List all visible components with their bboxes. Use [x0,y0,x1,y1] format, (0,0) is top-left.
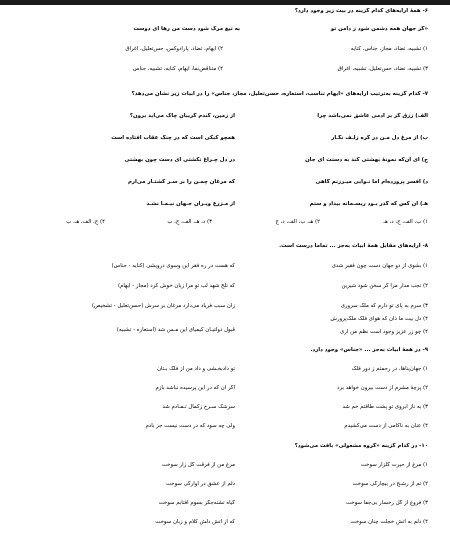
q7-item-3-right: ج) ای آن‌که نمونهٔ بهشتی کند به دستت ای جان [305,157,428,163]
q6-verse-right: «گر جهان همه دشمن شود ز دامن تو [330,26,428,32]
q7-item-2-left: همچو کبکی است که در چنگ عقاب افتاده است [111,135,235,141]
q7-item-4-left: که مرغان چمـن را بر سـر گشتـار می‌آرم [127,179,235,185]
q10-option-3-left: گیاه تشنه‌جگر بسوم آفتابم سوخت [158,500,235,506]
q7-option-3[interactable]: ۳) د، هـ، الف، ج، ب [167,219,212,225]
q10-option-4-right[interactable]: ۴) دلم به آتش خجلت چنان سوخت [350,519,428,525]
q6-verse-left: به تیغ مرگ شود دست من رها ای دوست [133,26,240,32]
q9-option-1-left: تو دادبخـشی و داد من از فلک بـتان [157,366,235,372]
q7-option-2[interactable]: ۲) هـ، ب، الف، د، ج [275,219,320,225]
q9-option-3-left: سرشک سـرخ زکمال تـمـادم شد [162,404,235,410]
q8-option-2-right[interactable]: ۲) نجب مدار مرا گر سخن شود شیرین [341,283,428,289]
q7-item-3-left: در دل چـراغ نکشتی ای دست چون بهشتی [124,157,235,163]
q7-item-1-left: از زمین، گندم گریبان چاک می‌آید برون؟ [129,113,235,119]
q8-option-3-right[interactable]: ۳) سرم به پای تو دارم که ملک سروری [340,303,428,309]
q8-option-4-right[interactable]: ۴) چو زر عزیز وجود است نظم من آری [340,329,428,335]
q6-option-2[interactable]: ۲) ایهام، تضاد، پارادوکس، حس‌تعلیل، اغراق [125,46,223,52]
q7-item-1-right: الف) ززق گر بر آدمی عاشق نمی‌باشد چرا [317,113,428,119]
q10-option-2-left: دلم از عشق در آوارگی سوخت [165,481,235,487]
q7-item-2-right: ب) از مرغ دل مـن در گره زلـف نگـار [331,135,428,141]
q10-title: ۱۰- در کدام گزینه «گروه مشعولی» بافت می‌شود؟ [294,443,428,449]
q8-option-3b-right: ۴) دل بیت ما ذان که هوای فلک ملک‌پرورش [330,316,428,322]
q7-item-5-right: هـ) آن کس که گذر بـود ریسـمانه بیداد و ستم [309,201,428,207]
q8-option-1-left: که هست در ره فقر این وسوی درویشی (کنایه - جناس) [111,263,235,269]
q9-option-4-left: ولی چه سود که در دست نیست جز بادم [145,423,235,429]
q7-title: ۷- کدام گزینه به‌ترتیب آرایه‌های «ایهام تناسب، استعاره، حسن‌تعلیل، مجاز، جناس» را در ابیات زیر نشان می‌دهد؟ [131,91,428,97]
q10-option-2-right[interactable]: ۲) تم از رشـح در بیچارگی سوخت [352,481,428,487]
q6-title: ۶- همهٔ آرایه‌های کدام گزینه در بیت زیر وجود دارد؟ [294,8,428,14]
q10-option-1-right[interactable]: ۱) مرغ از حیرت گلزار سوخت [360,462,428,468]
q9-option-4-right[interactable]: ۴) عنان به ناکامی از دست می‌کشیدم [344,423,428,429]
q7-item-5-left: از مـزرع ویـران جـهان نیـمـا نشـد [146,201,235,207]
q10-option-1-left: مرغ من از فرقت گل زار سوخت [161,462,235,468]
q7-option-1[interactable]: ۱) ب، الف، ج، د، هـ [383,219,428,225]
q10-option-3-right[interactable]: ۳) فروغ از گل رخسار بی‌جفا سوخت [345,500,428,506]
exam-page [0,5,450,540]
q8-option-2-left: که تلخ شهد لب تو مرا زبان خوش کرد (مجاز - ایهام) [117,283,235,289]
q7-item-4-right: د) افسر پرورده‌ام اما نـوایی میـرزنم گاهی [315,179,428,185]
q9-option-2-left: اگر آن که در این پرسیده نباشد بازم [155,385,235,391]
q9-option-2-right[interactable]: ۲) پرچهٔ مشرم از دست بیرون خواهد برد [337,385,428,391]
q6-option-4[interactable]: ۴) متناقض‌نما، ایهام، کنایه، تشبیه، جناس [132,66,223,72]
q9-option-3-right[interactable]: ۳) به ناز ابروی تو پشت طاقتم خم شد [342,404,428,410]
q7-option-4[interactable]: ۴) ج، الف، هـ، ب [66,219,105,225]
q10-option-4-left: که از آتش دلش کلام و زبان سوخت [155,519,235,525]
q8-option-1-right[interactable]: ۱) بشوی از دو جهان دست چون فقیر شدی [331,263,428,269]
q6-option-1[interactable]: ۱) تشبیه، تضاد، مجاز، جناس، کنایه [350,46,428,52]
q8-title: ۸- آرایه‌های مقابل همهٔ ابیات به‌جز ... تماماً درست است. [279,243,428,249]
q6-option-3[interactable]: ۳) تشبیه، تضاد، حس‌تعلیل، تشبیه، اغراق [337,66,428,72]
q8-option-3-left: زان سبب فریاد می‌دارد مرغان بر سرش (حسن‌تعلیل - تشخیص) [91,303,235,309]
q9-option-1-right[interactable]: ۱) جهان‌پناها، در رحمتم ز دور فلک [351,366,428,372]
q8-option-4-left: قبول دولتیـان کیمیای این مـس شد (استعاره - تشبیه) [116,327,235,333]
q9-title: ۹- در همهٔ ابیات به‌جز ... «جناس» وجود دارد. [310,347,428,353]
